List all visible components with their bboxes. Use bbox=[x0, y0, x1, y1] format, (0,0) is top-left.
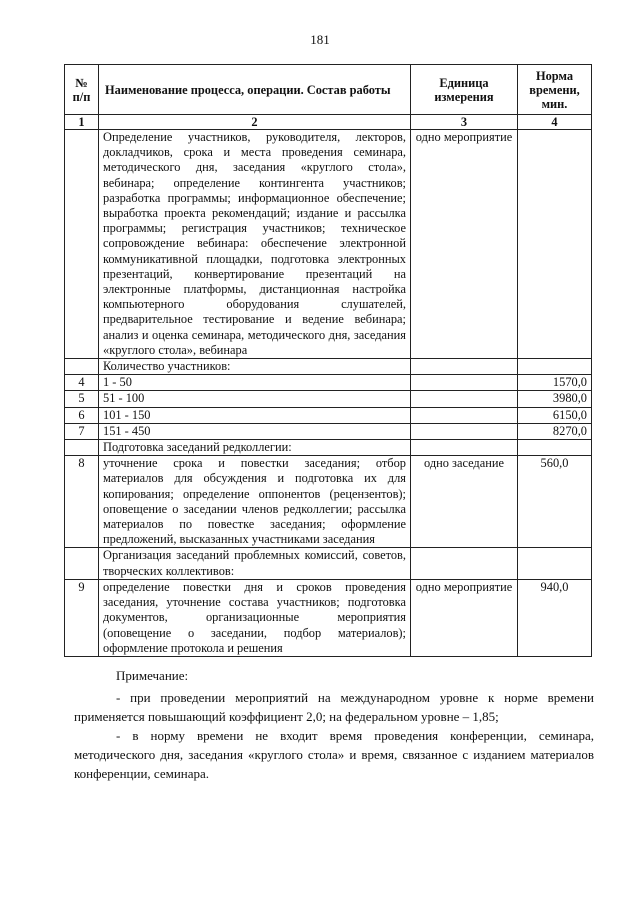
row-norm: 3980,0 bbox=[518, 391, 592, 407]
row-norm: 8270,0 bbox=[518, 423, 592, 439]
table-row bbox=[65, 407, 592, 423]
note-item: - при проведении мероприятий на международном уровне к норме времени применяется повышающий коэффициент 2,0; на федеральном уровне – 1,85; bbox=[74, 690, 594, 724]
row-num bbox=[65, 130, 99, 359]
row-num: 7 bbox=[65, 423, 99, 439]
column-number-row bbox=[65, 115, 592, 130]
row-unit: одно заседание bbox=[411, 456, 518, 548]
table-row bbox=[65, 548, 592, 579]
row-num: 5 bbox=[65, 391, 99, 407]
row-name: определение повестки дня и сроков проведения заседания, уточнение состава участников; подготовка документов, организационные мероприятия (оповещение о заседании, подбор материалов); оформление протокола и решения bbox=[99, 579, 411, 656]
row-norm: 940,0 bbox=[518, 579, 592, 656]
table-row bbox=[65, 579, 592, 656]
table-row bbox=[65, 375, 592, 391]
row-num: 9 bbox=[65, 579, 99, 656]
row-unit bbox=[411, 375, 518, 391]
row-norm: 1570,0 bbox=[518, 375, 592, 391]
row-norm bbox=[518, 359, 592, 375]
col-number: 3 bbox=[411, 115, 518, 130]
row-unit bbox=[411, 440, 518, 456]
row-name: Количество участников: bbox=[99, 359, 411, 375]
row-num: 8 bbox=[65, 456, 99, 548]
note-item: - в норму времени не входит время проведения конференции, семинара, методического дня, заседания «круглого стола» и время, связанное с изданием материалов конференции, семинара. bbox=[74, 728, 594, 781]
table-row bbox=[65, 456, 592, 548]
row-num bbox=[65, 440, 99, 456]
row-name: 51 - 100 bbox=[99, 391, 411, 407]
row-name: 1 - 50 bbox=[99, 375, 411, 391]
table-row bbox=[65, 391, 592, 407]
row-name: Организация заседаний проблемных комиссий, советов, творческих коллективов: bbox=[99, 548, 411, 579]
row-name: уточнение срока и повестки заседания; отбор материалов для обсуждения и подготовка их для копирования; определение оппонентов (рецензентов); оповещение о заседании членов редколлегии; рассылка материалов по повестке заседания; оформление предложений, высказанных участниками заседания bbox=[99, 456, 411, 548]
row-num bbox=[65, 359, 99, 375]
header-norm: Норма времени, мин. bbox=[518, 65, 592, 115]
row-norm bbox=[518, 440, 592, 456]
page-number: 181 bbox=[310, 32, 330, 47]
table-row bbox=[65, 423, 592, 439]
table-row bbox=[65, 359, 592, 375]
notes-title: Примечание: bbox=[116, 668, 189, 683]
row-num: 4 bbox=[65, 375, 99, 391]
row-unit: одно мероприятие bbox=[411, 130, 518, 359]
col-number: 1 bbox=[65, 115, 99, 130]
row-unit bbox=[411, 407, 518, 423]
header-unit: Единица измерения bbox=[411, 65, 518, 115]
row-name: 101 - 150 bbox=[99, 407, 411, 423]
row-unit bbox=[411, 391, 518, 407]
table-row bbox=[65, 440, 592, 456]
row-name: Определение участников, руководителя, лекторов, докладчиков, срока и места проведения семинара, методического дня, заседания «круглого стола», вебинара; определение контингента участников; разработка программы; информационное обеспечение; выработка проекта рекомендаций; издание и рассылка программы; регистрация участников; техническое сопровождение вебинара: обеспечение электронной коммуникативной площадки, подготовка электронных презентаций, конвертирование презентаций на электронные платформы, дистанционная настройка компьютерного оборудования слушателей, предварительное тестирование и ведение вебинара; анализ и оценка семинара, методического дня, заседания «круглого стола», вебинара bbox=[99, 130, 411, 359]
row-unit bbox=[411, 359, 518, 375]
row-name: Подготовка заседаний редколлегии: bbox=[99, 440, 411, 456]
notes-block bbox=[74, 666, 594, 783]
row-unit bbox=[411, 423, 518, 439]
row-unit bbox=[411, 548, 518, 579]
row-norm: 560,0 bbox=[518, 456, 592, 548]
col-number: 4 bbox=[518, 115, 592, 130]
row-norm: 6150,0 bbox=[518, 407, 592, 423]
header-num: № п/п bbox=[65, 65, 99, 115]
row-name: 151 - 450 bbox=[99, 423, 411, 439]
col-number: 2 bbox=[99, 115, 411, 130]
table-header-row bbox=[65, 65, 592, 115]
row-num bbox=[65, 548, 99, 579]
time-norms-table bbox=[64, 64, 592, 657]
row-unit: одно мероприятие bbox=[411, 579, 518, 656]
table-row bbox=[65, 130, 592, 359]
row-norm bbox=[518, 130, 592, 359]
row-norm bbox=[518, 548, 592, 579]
row-num: 6 bbox=[65, 407, 99, 423]
header-name: Наименование процесса, операции. Состав работы bbox=[99, 65, 411, 115]
